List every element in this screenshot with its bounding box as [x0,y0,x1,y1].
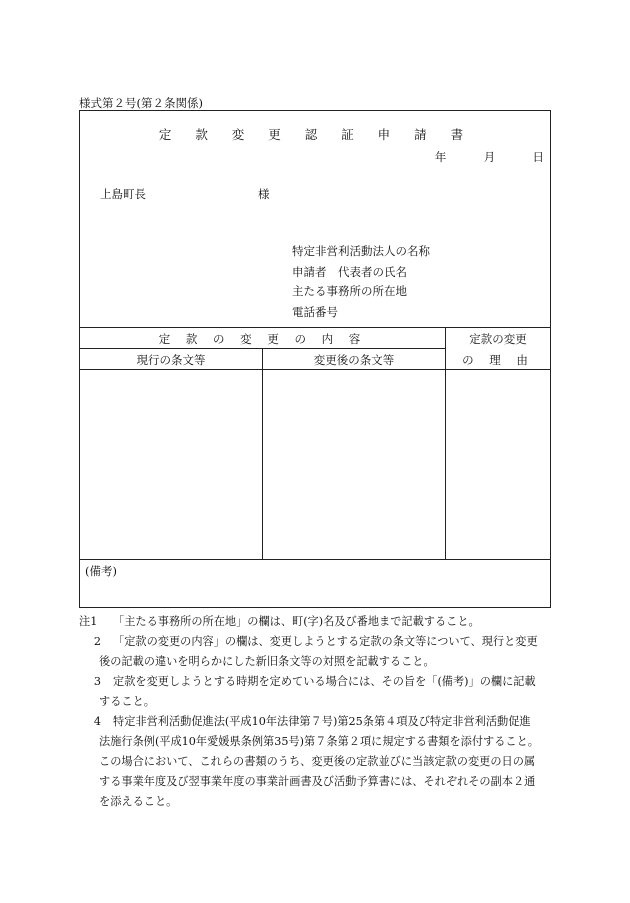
note-line: 法施行条例(平成10年愛媛県条例第35号)第７条第２項に規定する書類を添付すること。 [99,735,539,748]
note-number: 2 [93,635,101,648]
note-item [79,712,557,812]
notes-section [79,612,557,812]
date-month: 月 [483,150,496,164]
notes-prefix: 注 [79,615,91,628]
date-day: 日 [532,150,544,164]
form-title: 定 款 変 更 認 証 申 請 書 [158,127,474,142]
note-line: 特定非営利活動促進法(平成10年法律第７号)第25条第４項及び特定非営利活動促進 [113,715,531,728]
application-form-frame [79,110,551,608]
form-label: 様式第２号(第２条関係) [79,96,203,110]
note-line: 「定款の変更の内容」の欄は、変更しようとする定款の条文等について、現行と変更 [113,635,538,648]
note-line: この場合において、これらの書類のうち、変更後の定款並びに当該定款の変更の日の属 [99,755,536,768]
column-current-header: 現行の条文等 [136,353,206,367]
after-text-cell[interactable] [263,370,445,559]
note-line: する事業年度及び翌事業年度の事業計画書及び活動予算書には、それぞれその副本２通 [99,775,536,788]
note-line: すること。 [99,695,155,708]
table-header-reason-line2: の 理 由 [462,353,534,367]
applicant-org-name-label: 特定非営利活動法人の名称 [292,244,430,258]
applicant-office-address-label: 主たる事務所の所在地 [292,284,407,298]
note-line: 後の記載の違いを明らかにした新旧条文等の対照を記載すること。 [99,655,435,668]
note-number: 3 [93,675,101,688]
addressee-suffix: 様 [258,187,270,201]
note-line: 定款を変更しようとする時期を定めている場合には、その旨を「(備考)」の欄に記載 [113,675,536,688]
table-top-border [80,327,550,328]
date-field[interactable] [435,149,544,165]
table-header-reason-line1: 定款の変更 [469,332,527,346]
applicant-phone-label: 電話番号 [292,305,338,319]
remarks-cell[interactable] [80,560,550,607]
note-item [79,612,557,632]
applicant-representative-label: 申請者 代表者の氏名 [292,265,407,279]
table-header-content: 定 款 の 変 更 の 内 容 [158,332,367,346]
note-line: 「主たる事務所の所在地」の欄は、町(字)名及び番地まで記載すること。 [113,615,480,628]
note-item [79,632,557,672]
addressee-name: 上島町長 [100,187,146,201]
note-number: 4 [93,715,101,728]
date-year: 年 [434,150,447,164]
note-item [79,672,557,712]
note-line: を添えること。 [99,795,178,808]
current-text-cell[interactable] [80,370,262,559]
column-after-header: 変更後の条文等 [313,353,395,367]
remarks-label: (備考) [85,564,117,578]
reason-cell[interactable] [446,370,550,559]
note-number: 1 [90,615,98,628]
